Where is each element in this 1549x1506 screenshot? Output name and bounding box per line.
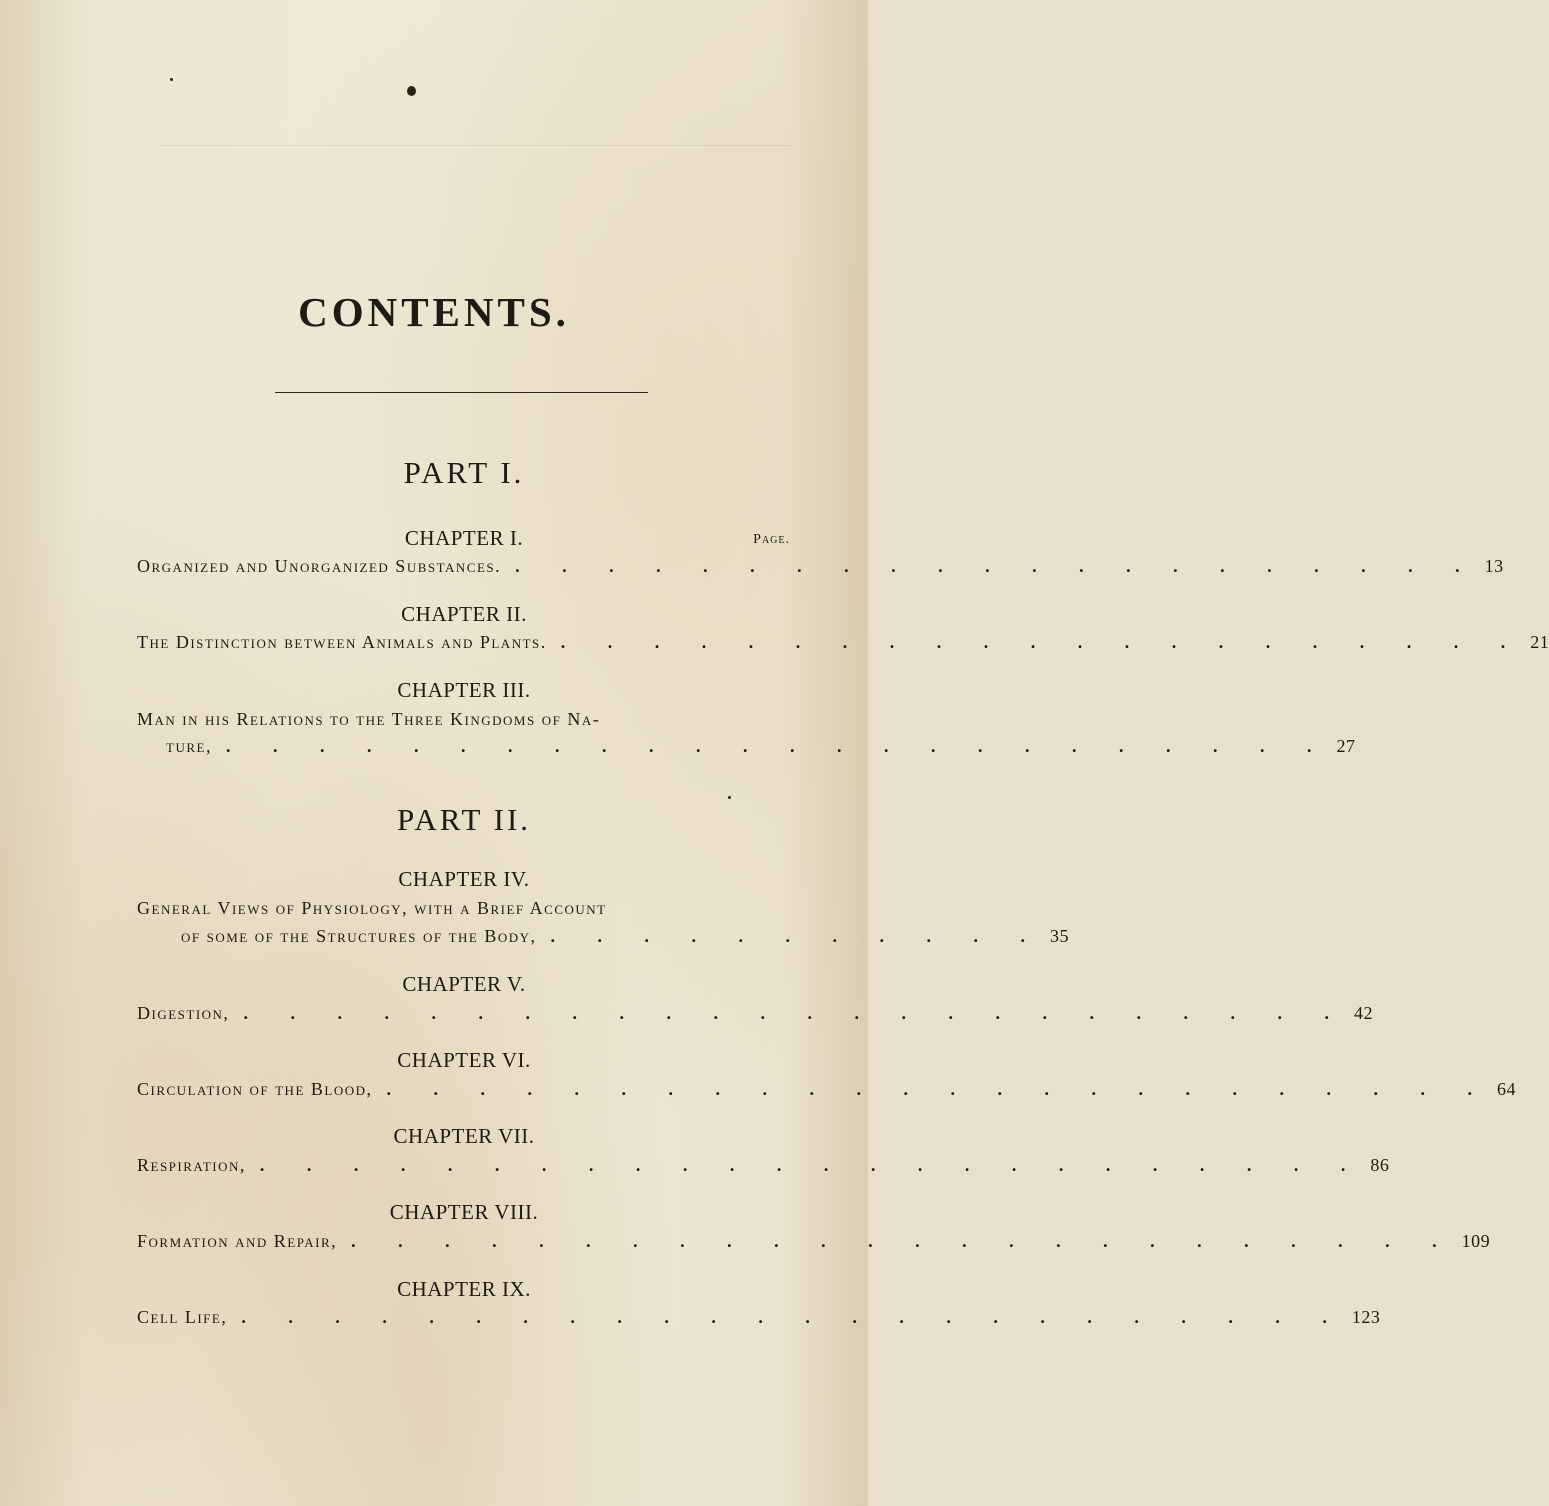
title-rule	[275, 392, 648, 393]
toc-entry[interactable]	[181, 926, 1070, 952]
page-title: CONTENTS.	[298, 289, 570, 335]
chapter-heading: CHAPTER IX.	[397, 1277, 531, 1301]
toc-entry-page: 123	[1351, 1307, 1381, 1327]
toc-entry-page: 21	[1530, 632, 1549, 652]
dot-leader: . . . . . . . . . . . . . . . . . . . . .	[515, 556, 1479, 576]
page-column-header: Page.	[753, 532, 790, 547]
part-heading: PART I.	[403, 455, 525, 490]
chapter-heading: CHAPTER VI.	[397, 1048, 531, 1072]
part-heading: PART II.	[396, 802, 532, 837]
toc-entry[interactable]	[137, 1307, 1381, 1333]
chapter-heading: CHAPTER I.	[404, 526, 524, 550]
show-through-rule	[160, 145, 790, 146]
toc-entry-page: 42	[1353, 1003, 1373, 1023]
dot-leader: . . . . . . . . . . . . . . . . . . . . . . . .	[386, 1079, 1491, 1099]
toc-entry-title-line2: ture,	[166, 736, 212, 756]
toc-entry-page: 13	[1484, 556, 1504, 576]
ink-speck	[407, 86, 416, 96]
dot-leader: . . . . . . . . . . . . . . . . . . . . . . . .	[241, 1307, 1346, 1327]
ink-speck	[728, 796, 731, 799]
toc-entry-title: Respiration,	[137, 1155, 246, 1175]
dot-leader: . . . . . . . . . . .	[550, 926, 1045, 946]
toc-entry-title-line1[interactable]: Man in his Relations to the Three Kingdoms of Na-	[137, 709, 601, 729]
toc-entry[interactable]	[166, 736, 1356, 762]
chapter-heading: CHAPTER VII.	[393, 1124, 535, 1148]
toc-entry[interactable]	[137, 1003, 1373, 1029]
chapter-heading: CHAPTER II.	[401, 602, 527, 626]
dot-leader: . . . . . . . . . . . . . . . . . . . . .	[560, 632, 1525, 652]
toc-entry-title-line1[interactable]: General Views of Physiology, with a Brief Account	[137, 898, 607, 918]
toc-entry[interactable]	[137, 1079, 1516, 1105]
chapter-heading: CHAPTER III.	[397, 678, 531, 702]
toc-entry[interactable]	[137, 556, 1504, 582]
toc-entry[interactable]	[137, 632, 1549, 658]
chapter-heading: CHAPTER IV.	[398, 867, 530, 891]
toc-entry-page: 86	[1370, 1155, 1390, 1175]
toc-entry[interactable]	[137, 1155, 1390, 1181]
chapter-heading: CHAPTER VIII.	[389, 1200, 539, 1224]
toc-entry-title: Formation and Repair,	[137, 1231, 338, 1251]
toc-entry[interactable]	[137, 1231, 1491, 1257]
ink-speck	[170, 78, 173, 81]
toc-entry-title: Digestion,	[137, 1003, 230, 1023]
toc-entry-page: 109	[1461, 1231, 1491, 1251]
chapter-heading: CHAPTER V.	[402, 972, 526, 996]
toc-entry-page: 64	[1497, 1079, 1516, 1099]
dot-leader: . . . . . . . . . . . . . . . . . . . . . . . .	[351, 1231, 1456, 1251]
toc-entry-title: Circulation of the Blood,	[137, 1079, 373, 1099]
toc-entry-title-line2: of some of the Structures of the Body,	[181, 926, 537, 946]
toc-entry-title: Organized and Unorganized Substances.	[137, 556, 502, 576]
toc-entry-page: 35	[1050, 926, 1070, 946]
toc-entry-title: The Distinction between Animals and Plants.	[137, 632, 547, 652]
dot-leader: . . . . . . . . . . . . . . . . . . . . . . . .	[243, 1003, 1348, 1023]
toc-entry-page: 27	[1336, 736, 1356, 756]
toc-entry-title: Cell Life,	[137, 1307, 228, 1327]
dot-leader: . . . . . . . . . . . . . . . . . . . . . . . .	[259, 1155, 1365, 1175]
dot-leader: . . . . . . . . . . . . . . . . . . . . . . . .	[225, 736, 1331, 756]
